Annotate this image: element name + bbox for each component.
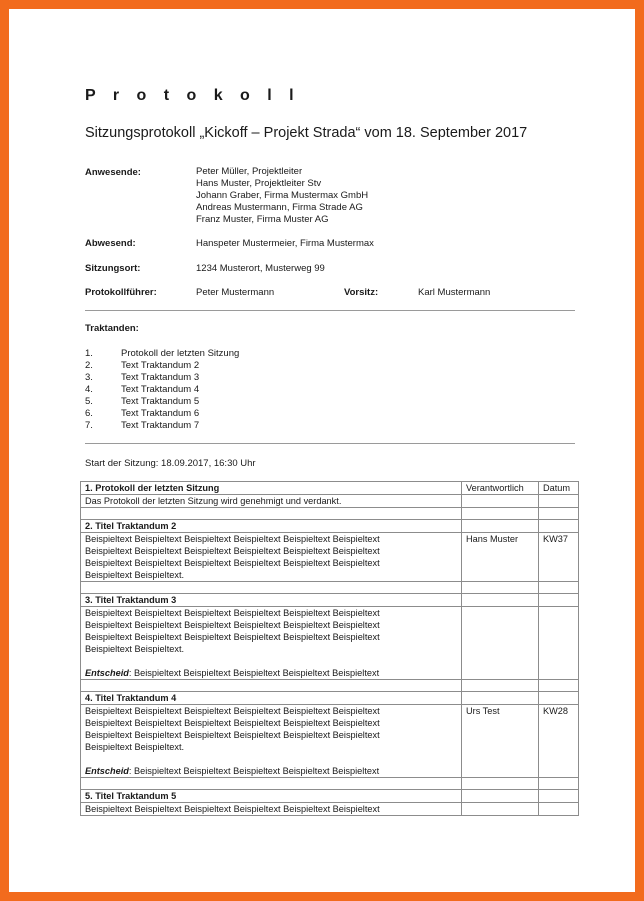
empty-cell xyxy=(462,508,539,520)
agenda-item-text: Text Traktandum 4 xyxy=(121,384,200,395)
empty-cell xyxy=(81,582,462,594)
spacer-row xyxy=(81,778,579,790)
section-body xyxy=(81,803,462,816)
agenda-item-text: Text Traktandum 3 xyxy=(121,372,200,383)
divider xyxy=(85,443,575,444)
section-responsible xyxy=(462,803,539,816)
document-title: P r o t o k o l l xyxy=(85,87,301,104)
section-body xyxy=(81,495,462,508)
spacer-row xyxy=(81,508,579,520)
body-line: Beispieltext Beispieltext. xyxy=(85,644,185,654)
document-page xyxy=(9,9,635,892)
section-body-row xyxy=(81,705,579,778)
agenda-item xyxy=(85,360,239,372)
agenda-item-number: 5. xyxy=(85,396,93,407)
present-list xyxy=(196,166,368,226)
body-line: Das Protokoll der letzten Sitzung wird genehmigt und verdankt. xyxy=(85,496,342,506)
minutes-table-body xyxy=(81,482,579,816)
empty-cell xyxy=(539,582,579,594)
body-line: Beispieltext Beispieltext Beispieltext Beispieltext Beispieltext Beispieltext xyxy=(85,546,380,556)
body-line: Beispieltext Beispieltext Beispieltext Beispieltext Beispieltext Beispieltext xyxy=(85,730,380,740)
agenda-heading: Traktanden: xyxy=(85,323,139,334)
spacer xyxy=(85,655,457,667)
document-subtitle: Sitzungsprotokoll „Kickoff – Projekt Strada“ vom 18. September 2017 xyxy=(85,125,528,141)
section-title: 2. Titel Traktandum 2 xyxy=(81,520,462,533)
empty-cell xyxy=(462,520,539,533)
body-line: Beispieltext Beispieltext Beispieltext Beispieltext Beispieltext Beispieltext xyxy=(85,558,380,568)
section-responsible: Hans Muster xyxy=(462,533,539,582)
empty-cell xyxy=(539,508,579,520)
divider xyxy=(85,310,575,311)
section-responsible xyxy=(462,495,539,508)
chair-value: Karl Mustermann xyxy=(418,287,491,298)
body-line: Beispieltext Beispieltext Beispieltext Beispieltext Beispieltext Beispieltext xyxy=(85,608,380,618)
body-line: Beispieltext Beispieltext Beispieltext Beispieltext Beispieltext Beispieltext xyxy=(85,804,380,814)
orange-border-frame xyxy=(9,9,635,892)
present-label: Anwesende: xyxy=(85,167,141,178)
empty-cell xyxy=(462,594,539,607)
minutes-taker-value: Peter Mustermann xyxy=(196,287,275,298)
empty-cell xyxy=(81,508,462,520)
body-line: Beispieltext Beispieltext Beispieltext Beispieltext Beispieltext Beispieltext xyxy=(85,534,380,544)
present-person: Franz Muster, Firma Muster AG xyxy=(196,214,329,225)
agenda-item-text: Text Traktandum 2 xyxy=(121,360,200,371)
section-date xyxy=(539,803,579,816)
location-label: Sitzungsort: xyxy=(85,263,141,274)
decision-line xyxy=(85,667,457,679)
agenda-item-number: 6. xyxy=(85,408,93,419)
present-person: Johann Graber, Firma Mustermax GmbH xyxy=(196,190,369,201)
section-title: 1. Protokoll der letzten Sitzung xyxy=(81,482,462,495)
section-body-row xyxy=(81,607,579,680)
empty-cell xyxy=(81,680,462,692)
agenda-item xyxy=(85,420,239,432)
empty-cell xyxy=(81,778,462,790)
section-title: 3. Titel Traktandum 3 xyxy=(81,594,462,607)
present-person: Andreas Mustermann, Firma Strade AG xyxy=(196,202,363,213)
agenda-item-number: 7. xyxy=(85,420,93,431)
decision-label: Entscheid xyxy=(85,668,129,678)
present-person: Hans Muster, Projektleiter Stv xyxy=(196,178,322,189)
minutes-table xyxy=(80,481,579,816)
agenda-item xyxy=(85,372,239,384)
agenda-item-text: Protokoll der letzten Sitzung xyxy=(121,348,240,359)
section-header-row xyxy=(81,594,579,607)
agenda-item-number: 4. xyxy=(85,384,93,395)
body-line: Beispieltext Beispieltext Beispieltext Beispieltext Beispieltext Beispieltext xyxy=(85,620,380,630)
empty-cell xyxy=(539,692,579,705)
section-body-row xyxy=(81,803,579,816)
body-line: Beispieltext Beispieltext. xyxy=(85,570,185,580)
section-body-row xyxy=(81,495,579,508)
section-header-row xyxy=(81,790,579,803)
decision-text: : Beispieltext Beispieltext Beispieltext Beispieltext Beispieltext xyxy=(128,766,380,776)
section-date xyxy=(539,495,579,508)
present-person: Peter Müller, Projektleiter xyxy=(196,166,303,177)
empty-cell xyxy=(539,520,579,533)
section-date xyxy=(539,607,579,680)
chair-label: Vorsitz: xyxy=(344,287,379,298)
empty-cell xyxy=(539,680,579,692)
agenda-item-number: 2. xyxy=(85,360,93,371)
empty-cell xyxy=(539,790,579,803)
meeting-start: Start der Sitzung: 18.09.2017, 16:30 Uhr xyxy=(85,458,256,469)
agenda-item-text: Text Traktandum 7 xyxy=(121,420,200,431)
spacer xyxy=(85,753,457,765)
section-body xyxy=(81,533,462,582)
decision-text: : Beispieltext Beispieltext Beispieltext Beispieltext Beispieltext xyxy=(128,668,380,678)
body-line: Beispieltext Beispieltext Beispieltext Beispieltext Beispieltext Beispieltext xyxy=(85,706,380,716)
section-responsible: Urs Test xyxy=(462,705,539,778)
section-body xyxy=(81,705,462,778)
empty-cell xyxy=(462,680,539,692)
location-value: 1234 Musterort, Musterweg 99 xyxy=(196,263,325,274)
agenda-item-number: 3. xyxy=(85,372,93,383)
body-line: Beispieltext Beispieltext Beispieltext Beispieltext Beispieltext Beispieltext xyxy=(85,632,380,642)
agenda-item xyxy=(85,396,239,408)
section-body-row xyxy=(81,533,579,582)
section-header-row xyxy=(81,482,579,495)
section-date: KW37 xyxy=(539,533,579,582)
empty-cell xyxy=(462,692,539,705)
absent-label: Abwesend: xyxy=(85,238,136,249)
decision-label: Entscheid xyxy=(85,766,129,776)
empty-cell xyxy=(462,582,539,594)
agenda-item-text: Text Traktandum 5 xyxy=(121,396,200,407)
agenda-item xyxy=(85,384,239,396)
section-title: 4. Titel Traktandum 4 xyxy=(81,692,462,705)
empty-cell xyxy=(462,778,539,790)
empty-cell xyxy=(539,778,579,790)
section-responsible xyxy=(462,607,539,680)
agenda-item xyxy=(85,408,239,420)
section-date: KW28 xyxy=(539,705,579,778)
agenda-item-text: Text Traktandum 6 xyxy=(121,408,200,419)
agenda-item-number: 1. xyxy=(85,348,93,359)
empty-cell xyxy=(462,790,539,803)
body-line: Beispieltext Beispieltext. xyxy=(85,742,185,752)
section-header-row xyxy=(81,692,579,705)
section-body xyxy=(81,607,462,680)
absent-value: Hanspeter Mustermeier, Firma Mustermax xyxy=(196,238,374,249)
empty-cell xyxy=(539,594,579,607)
agenda-item xyxy=(85,348,239,360)
section-title: 5. Titel Traktandum 5 xyxy=(81,790,462,803)
minutes-taker-label: Protokollführer: xyxy=(85,287,157,298)
body-line: Beispieltext Beispieltext Beispieltext Beispieltext Beispieltext Beispieltext xyxy=(85,718,380,728)
column-header-responsible: Verantwortlich xyxy=(462,482,539,495)
column-header-date: Datum xyxy=(539,482,579,495)
spacer-row xyxy=(81,680,579,692)
section-header-row xyxy=(81,520,579,533)
spacer-row xyxy=(81,582,579,594)
decision-line xyxy=(85,765,457,777)
agenda-list xyxy=(85,348,239,432)
